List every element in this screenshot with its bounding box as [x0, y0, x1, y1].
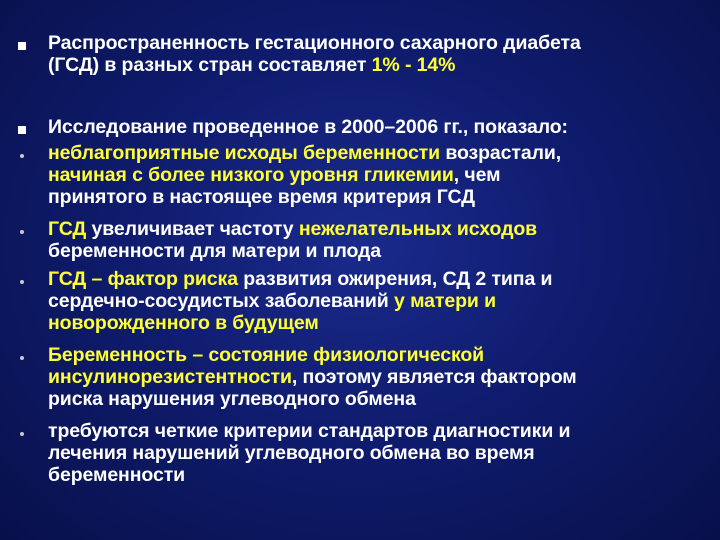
text-run: беременности: [48, 464, 186, 486]
text-run: возрастали,: [445, 142, 562, 164]
highlight-text: ГСД – фактор риска: [48, 268, 244, 290]
text-run: увеличивает: [91, 218, 215, 240]
square-bullet-icon: [18, 126, 26, 134]
text-run: (ГСД) в разных стран составляет: [48, 54, 372, 76]
bullet-text: [48, 142, 716, 208]
text-run: , поэтому является фактором: [291, 366, 577, 388]
dot-bullet-icon: [20, 432, 24, 436]
highlight-text: начиная с более низкого уровня гликемии: [48, 164, 454, 186]
square-bullet-icon: [18, 42, 26, 50]
text-run: частоту: [214, 218, 299, 240]
bullet-text: [48, 344, 716, 410]
text-run: риска нарушения углеводного обмена: [48, 388, 416, 410]
highlight-text: новорожденного в будущем: [48, 312, 319, 334]
highlight-text: неблагоприятные исходы беременности: [48, 142, 446, 164]
text-run: принятого в настоящее время критерия ГСД: [48, 186, 475, 208]
bullet-text: [48, 116, 716, 138]
bullet-text: [48, 420, 716, 486]
text-run: требуются четкие критерии стандартов диагностики и: [48, 420, 571, 442]
highlight-text: ГСД: [48, 218, 92, 240]
text-run: Распространенность гестационного сахарного диабета: [48, 32, 581, 54]
text-run: развития ожирения, СД 2 типа и: [243, 268, 553, 290]
highlight-text: у матери и: [394, 290, 496, 312]
text-run: беременности для матери и плода: [48, 240, 382, 262]
highlight-text: инсулинорезистентности: [48, 366, 292, 388]
dot-bullet-icon: [20, 356, 24, 360]
highlight-text: 1% - 14%: [371, 54, 456, 76]
text-run: Исследование проведенное в 2000–2006 гг., показало:: [48, 116, 568, 138]
bullet-text: [48, 268, 716, 334]
highlight-text: Беременность – состояние физиологической: [48, 344, 485, 366]
bullet-text: [48, 32, 716, 76]
dot-bullet-icon: [20, 154, 24, 158]
highlight-text: нежелательных исходов: [298, 218, 538, 240]
text-run: лечения нарушений углеводного обмена во время: [48, 442, 535, 464]
dot-bullet-icon: [20, 230, 24, 234]
text-run: , чем: [453, 164, 501, 186]
dot-bullet-icon: [20, 280, 24, 284]
bullet-text: [48, 218, 716, 262]
text-run: сердечно-сосудистых заболеваний: [48, 290, 395, 312]
